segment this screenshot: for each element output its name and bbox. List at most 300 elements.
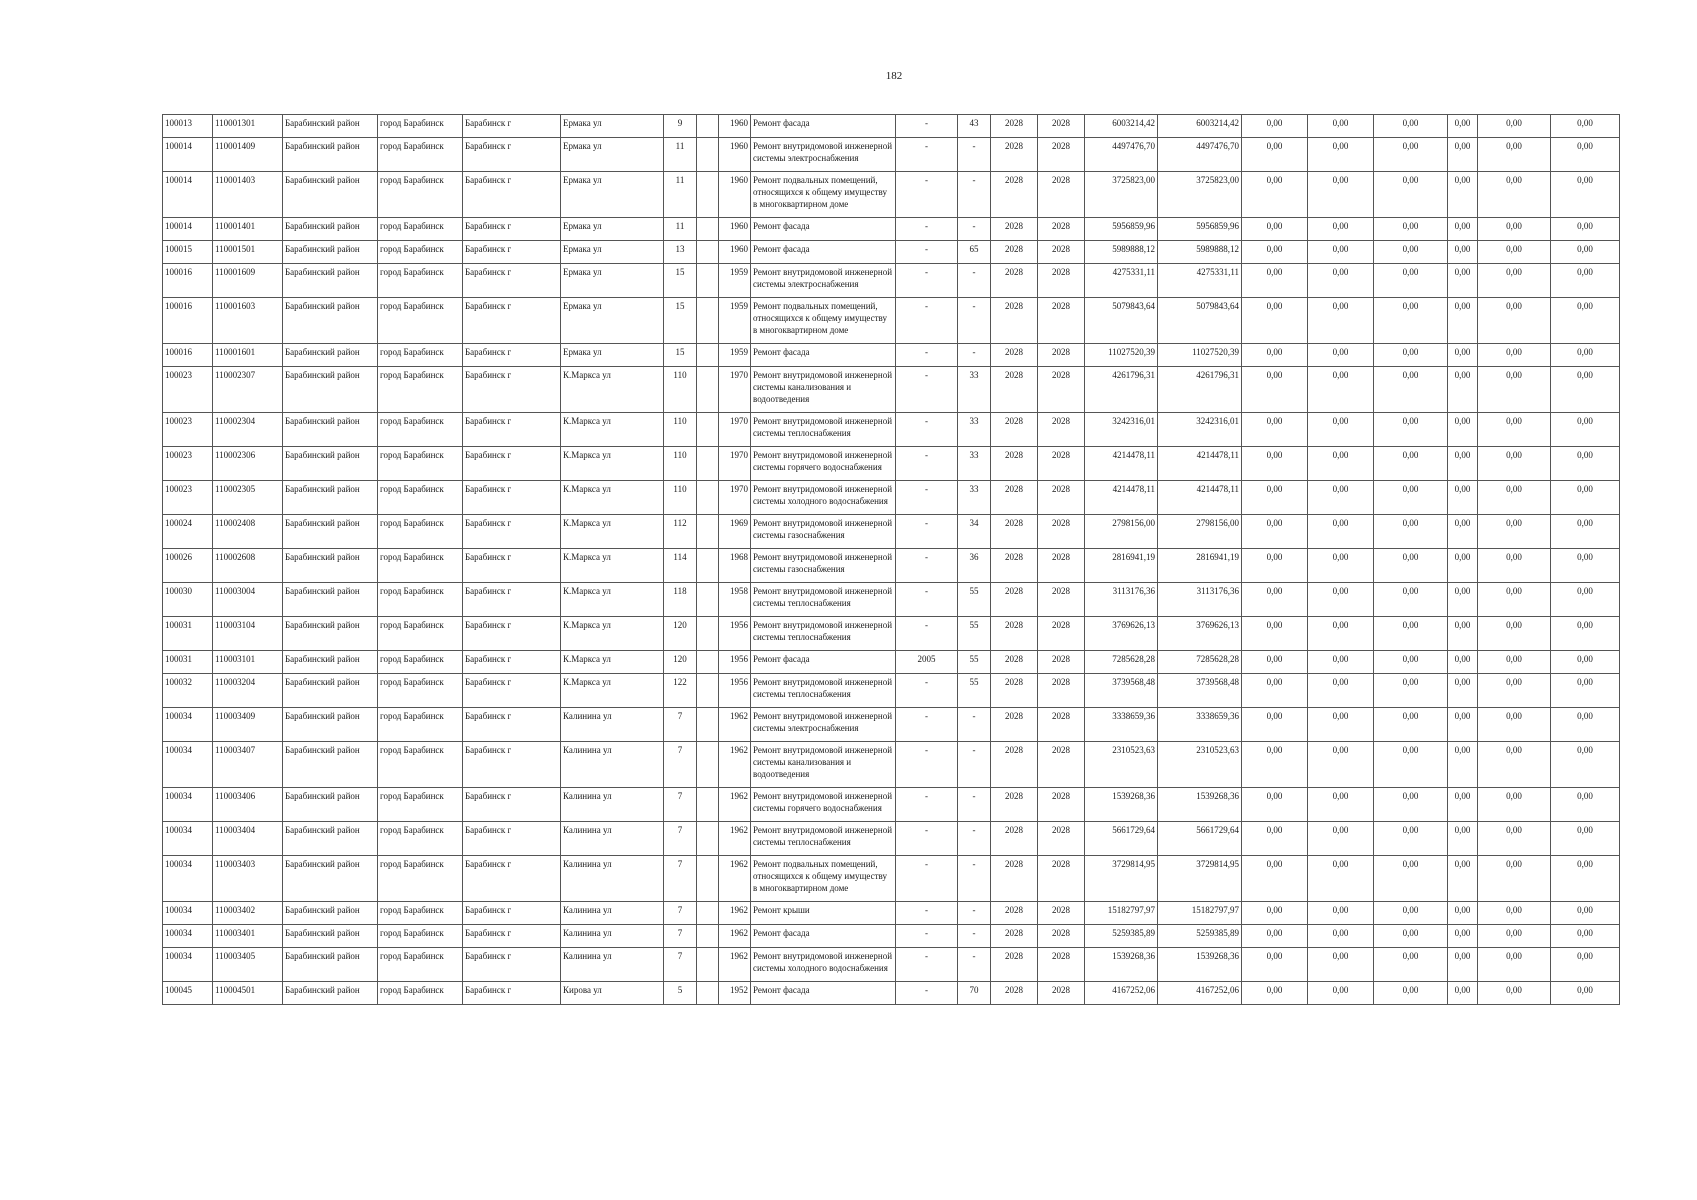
cell-cost-total: 3729814,95 bbox=[1158, 856, 1242, 902]
cell-row-code: 110003406 bbox=[213, 788, 283, 822]
cell-cost-total: 6003214,42 bbox=[1158, 115, 1242, 138]
cell-fund-5: 0,00 bbox=[1478, 115, 1551, 138]
cell-wear-percent: 70 bbox=[958, 982, 991, 1005]
cell-cost-total: 3739568,48 bbox=[1158, 674, 1242, 708]
cell-fund-4: 0,00 bbox=[1448, 617, 1478, 651]
cell-street: Кирова ул bbox=[561, 982, 664, 1005]
cell-fund-5: 0,00 bbox=[1478, 172, 1551, 218]
cell-cost-total: 2798156,00 bbox=[1158, 515, 1242, 549]
cell-build-year: 1970 bbox=[719, 367, 751, 413]
cell-cost-total: 3113176,36 bbox=[1158, 583, 1242, 617]
cell-fund-6: 0,00 bbox=[1551, 856, 1620, 902]
cell-district: Барабинский район bbox=[283, 788, 378, 822]
cell-fund-3: 0,00 bbox=[1374, 241, 1448, 264]
cell-house-number: 7 bbox=[664, 708, 697, 742]
cell-municipality: город Барабинск bbox=[378, 481, 463, 515]
cell-cost: 15182797,97 bbox=[1085, 902, 1158, 925]
cell-row-code: 110003204 bbox=[213, 674, 283, 708]
cell-plan-end-year: 2028 bbox=[1038, 788, 1085, 822]
cell-district: Барабинский район bbox=[283, 925, 378, 948]
cell-district: Барабинский район bbox=[283, 298, 378, 344]
cell-fund-3: 0,00 bbox=[1374, 447, 1448, 481]
cell-street: Ермака ул bbox=[561, 298, 664, 344]
cell-cost: 3338659,36 bbox=[1085, 708, 1158, 742]
cell-fund-2: 0,00 bbox=[1308, 138, 1374, 172]
cell-building-number bbox=[697, 583, 719, 617]
cell-house-number: 7 bbox=[664, 788, 697, 822]
cell-building-number bbox=[697, 822, 719, 856]
cell-fund-4: 0,00 bbox=[1448, 298, 1478, 344]
table-row bbox=[163, 447, 1620, 481]
cell-row-code: 110003101 bbox=[213, 651, 283, 674]
cell-wear-percent: 55 bbox=[958, 674, 991, 708]
cell-wear-percent: 43 bbox=[958, 115, 991, 138]
cell-fund-4: 0,00 bbox=[1448, 218, 1478, 241]
cell-plan-end-year: 2028 bbox=[1038, 583, 1085, 617]
cell-locality: Барабинск г bbox=[463, 138, 561, 172]
cell-cost-total: 4167252,06 bbox=[1158, 982, 1242, 1005]
cell-house-number: 15 bbox=[664, 344, 697, 367]
cell-work-type: Ремонт фасада bbox=[751, 982, 896, 1005]
cell-fund-5: 0,00 bbox=[1478, 241, 1551, 264]
table-row bbox=[163, 583, 1620, 617]
cell-wear-percent: 55 bbox=[958, 617, 991, 651]
cell-municipality: город Барабинск bbox=[378, 708, 463, 742]
cell-building-number bbox=[697, 241, 719, 264]
repair-program-table bbox=[162, 114, 1620, 1005]
cell-cost-total: 5956859,96 bbox=[1158, 218, 1242, 241]
cell-plan-start-year: 2028 bbox=[991, 742, 1038, 788]
cell-fund-2: 0,00 bbox=[1308, 822, 1374, 856]
cell-plan-start-year: 2028 bbox=[991, 708, 1038, 742]
cell-work-type: Ремонт фасада bbox=[751, 925, 896, 948]
cell-street: К.Маркса ул bbox=[561, 549, 664, 583]
cell-cost-total: 4261796,31 bbox=[1158, 367, 1242, 413]
cell-row-id: 100045 bbox=[163, 982, 213, 1005]
cell-cost: 7285628,28 bbox=[1085, 651, 1158, 674]
cell-fund-1: 0,00 bbox=[1242, 481, 1308, 515]
cell-building-number bbox=[697, 172, 719, 218]
cell-fund-3: 0,00 bbox=[1374, 788, 1448, 822]
cell-fund-4: 0,00 bbox=[1448, 674, 1478, 708]
cell-cost-total: 3338659,36 bbox=[1158, 708, 1242, 742]
cell-work-type: Ремонт внутридомовой инженерной системы теплоснабжения bbox=[751, 617, 896, 651]
cell-fund-4: 0,00 bbox=[1448, 925, 1478, 948]
cell-fund-6: 0,00 bbox=[1551, 742, 1620, 788]
table-row bbox=[163, 856, 1620, 902]
cell-fund-5: 0,00 bbox=[1478, 788, 1551, 822]
cell-fund-1: 0,00 bbox=[1242, 902, 1308, 925]
cell-cost-total: 5079843,64 bbox=[1158, 298, 1242, 344]
cell-street: Калинина ул bbox=[561, 822, 664, 856]
cell-cost-total: 5661729,64 bbox=[1158, 822, 1242, 856]
cell-fund-6: 0,00 bbox=[1551, 788, 1620, 822]
cell-row-id: 100030 bbox=[163, 583, 213, 617]
cell-fund-4: 0,00 bbox=[1448, 481, 1478, 515]
cell-street: К.Маркса ул bbox=[561, 413, 664, 447]
cell-fund-1: 0,00 bbox=[1242, 742, 1308, 788]
cell-street: Ермака ул bbox=[561, 115, 664, 138]
cell-fund-3: 0,00 bbox=[1374, 856, 1448, 902]
cell-row-code: 110003402 bbox=[213, 902, 283, 925]
cell-fund-1: 0,00 bbox=[1242, 822, 1308, 856]
cell-fund-6: 0,00 bbox=[1551, 674, 1620, 708]
cell-fund-1: 0,00 bbox=[1242, 344, 1308, 367]
cell-fund-2: 0,00 bbox=[1308, 902, 1374, 925]
cell-fund-2: 0,00 bbox=[1308, 982, 1374, 1005]
cell-plan-start-year: 2028 bbox=[991, 298, 1038, 344]
cell-last-repair-year: - bbox=[896, 172, 958, 218]
cell-district: Барабинский район bbox=[283, 948, 378, 982]
cell-work-type: Ремонт внутридомовой инженерной системы горячего водоснабжения bbox=[751, 447, 896, 481]
cell-fund-1: 0,00 bbox=[1242, 674, 1308, 708]
cell-plan-end-year: 2028 bbox=[1038, 515, 1085, 549]
cell-building-number bbox=[697, 218, 719, 241]
cell-wear-percent: - bbox=[958, 856, 991, 902]
cell-fund-3: 0,00 bbox=[1374, 367, 1448, 413]
cell-cost: 5259385,89 bbox=[1085, 925, 1158, 948]
cell-fund-3: 0,00 bbox=[1374, 218, 1448, 241]
cell-cost-total: 5989888,12 bbox=[1158, 241, 1242, 264]
cell-house-number: 120 bbox=[664, 617, 697, 651]
cell-plan-start-year: 2028 bbox=[991, 549, 1038, 583]
cell-row-code: 110001401 bbox=[213, 218, 283, 241]
cell-fund-4: 0,00 bbox=[1448, 822, 1478, 856]
cell-fund-3: 0,00 bbox=[1374, 172, 1448, 218]
cell-fund-2: 0,00 bbox=[1308, 115, 1374, 138]
cell-work-type: Ремонт внутридомовой инженерной системы электроснабжения bbox=[751, 708, 896, 742]
cell-wear-percent: - bbox=[958, 298, 991, 344]
cell-row-id: 100016 bbox=[163, 344, 213, 367]
cell-district: Барабинский район bbox=[283, 674, 378, 708]
cell-last-repair-year: - bbox=[896, 982, 958, 1005]
cell-locality: Барабинск г bbox=[463, 788, 561, 822]
cell-locality: Барабинск г bbox=[463, 948, 561, 982]
cell-fund-2: 0,00 bbox=[1308, 617, 1374, 651]
cell-build-year: 1970 bbox=[719, 413, 751, 447]
cell-cost-total: 4275331,11 bbox=[1158, 264, 1242, 298]
cell-locality: Барабинск г bbox=[463, 742, 561, 788]
cell-wear-percent: - bbox=[958, 138, 991, 172]
cell-plan-start-year: 2028 bbox=[991, 481, 1038, 515]
cell-building-number bbox=[697, 925, 719, 948]
cell-municipality: город Барабинск bbox=[378, 344, 463, 367]
cell-district: Барабинский район bbox=[283, 367, 378, 413]
cell-locality: Барабинск г bbox=[463, 115, 561, 138]
cell-plan-end-year: 2028 bbox=[1038, 447, 1085, 481]
cell-fund-6: 0,00 bbox=[1551, 241, 1620, 264]
cell-municipality: город Барабинск bbox=[378, 413, 463, 447]
cell-municipality: город Барабинск bbox=[378, 264, 463, 298]
cell-plan-start-year: 2028 bbox=[991, 617, 1038, 651]
cell-locality: Барабинск г bbox=[463, 172, 561, 218]
cell-plan-end-year: 2028 bbox=[1038, 982, 1085, 1005]
cell-house-number: 5 bbox=[664, 982, 697, 1005]
cell-fund-4: 0,00 bbox=[1448, 708, 1478, 742]
cell-fund-2: 0,00 bbox=[1308, 708, 1374, 742]
cell-fund-2: 0,00 bbox=[1308, 583, 1374, 617]
cell-wear-percent: 33 bbox=[958, 367, 991, 413]
cell-cost: 3725823,00 bbox=[1085, 172, 1158, 218]
cell-wear-percent: 65 bbox=[958, 241, 991, 264]
cell-plan-end-year: 2028 bbox=[1038, 674, 1085, 708]
cell-last-repair-year: - bbox=[896, 138, 958, 172]
cell-municipality: город Барабинск bbox=[378, 788, 463, 822]
cell-build-year: 1962 bbox=[719, 948, 751, 982]
cell-row-code: 110002306 bbox=[213, 447, 283, 481]
cell-street: К.Маркса ул bbox=[561, 674, 664, 708]
cell-plan-start-year: 2028 bbox=[991, 172, 1038, 218]
cell-street: К.Маркса ул bbox=[561, 515, 664, 549]
cell-district: Барабинский район bbox=[283, 982, 378, 1005]
cell-row-id: 100034 bbox=[163, 822, 213, 856]
cell-building-number bbox=[697, 982, 719, 1005]
cell-fund-6: 0,00 bbox=[1551, 822, 1620, 856]
cell-row-id: 100023 bbox=[163, 367, 213, 413]
cell-build-year: 1962 bbox=[719, 788, 751, 822]
table-row bbox=[163, 902, 1620, 925]
cell-fund-3: 0,00 bbox=[1374, 708, 1448, 742]
cell-fund-4: 0,00 bbox=[1448, 742, 1478, 788]
table-row bbox=[163, 674, 1620, 708]
cell-municipality: город Барабинск bbox=[378, 298, 463, 344]
cell-building-number bbox=[697, 617, 719, 651]
page-number: 182 bbox=[885, 70, 903, 82]
cell-row-id: 100015 bbox=[163, 241, 213, 264]
cell-street: К.Маркса ул bbox=[561, 617, 664, 651]
cell-house-number: 112 bbox=[664, 515, 697, 549]
cell-build-year: 1962 bbox=[719, 856, 751, 902]
cell-house-number: 11 bbox=[664, 218, 697, 241]
cell-fund-4: 0,00 bbox=[1448, 241, 1478, 264]
table-row bbox=[163, 651, 1620, 674]
cell-last-repair-year: - bbox=[896, 583, 958, 617]
cell-street: Ермака ул bbox=[561, 241, 664, 264]
cell-fund-4: 0,00 bbox=[1448, 788, 1478, 822]
cell-cost: 4275331,11 bbox=[1085, 264, 1158, 298]
cell-cost: 5661729,64 bbox=[1085, 822, 1158, 856]
cell-wear-percent: - bbox=[958, 902, 991, 925]
cell-work-type: Ремонт фасада bbox=[751, 651, 896, 674]
cell-plan-end-year: 2028 bbox=[1038, 708, 1085, 742]
table-row bbox=[163, 948, 1620, 982]
cell-cost: 1539268,36 bbox=[1085, 948, 1158, 982]
cell-fund-1: 0,00 bbox=[1242, 925, 1308, 948]
cell-last-repair-year: - bbox=[896, 708, 958, 742]
cell-street: К.Маркса ул bbox=[561, 481, 664, 515]
cell-locality: Барабинск г bbox=[463, 344, 561, 367]
cell-plan-end-year: 2028 bbox=[1038, 218, 1085, 241]
cell-fund-1: 0,00 bbox=[1242, 298, 1308, 344]
cell-work-type: Ремонт внутридомовой инженерной системы теплоснабжения bbox=[751, 674, 896, 708]
cell-fund-3: 0,00 bbox=[1374, 651, 1448, 674]
cell-fund-1: 0,00 bbox=[1242, 788, 1308, 822]
cell-fund-1: 0,00 bbox=[1242, 413, 1308, 447]
cell-municipality: город Барабинск bbox=[378, 856, 463, 902]
cell-plan-end-year: 2028 bbox=[1038, 241, 1085, 264]
cell-plan-end-year: 2028 bbox=[1038, 902, 1085, 925]
cell-row-code: 110003104 bbox=[213, 617, 283, 651]
cell-wear-percent: 33 bbox=[958, 481, 991, 515]
cell-row-code: 110001601 bbox=[213, 344, 283, 367]
table-row bbox=[163, 344, 1620, 367]
cell-fund-1: 0,00 bbox=[1242, 138, 1308, 172]
cell-building-number bbox=[697, 856, 719, 902]
cell-locality: Барабинск г bbox=[463, 651, 561, 674]
cell-house-number: 118 bbox=[664, 583, 697, 617]
cell-fund-1: 0,00 bbox=[1242, 447, 1308, 481]
cell-wear-percent: 33 bbox=[958, 413, 991, 447]
cell-row-id: 100023 bbox=[163, 447, 213, 481]
cell-wear-percent: - bbox=[958, 948, 991, 982]
cell-fund-6: 0,00 bbox=[1551, 651, 1620, 674]
cell-build-year: 1960 bbox=[719, 115, 751, 138]
cell-row-id: 100023 bbox=[163, 413, 213, 447]
cell-house-number: 9 bbox=[664, 115, 697, 138]
cell-cost-total: 5259385,89 bbox=[1158, 925, 1242, 948]
cell-fund-6: 0,00 bbox=[1551, 367, 1620, 413]
cell-build-year: 1960 bbox=[719, 138, 751, 172]
cell-fund-2: 0,00 bbox=[1308, 218, 1374, 241]
cell-fund-6: 0,00 bbox=[1551, 138, 1620, 172]
cell-fund-6: 0,00 bbox=[1551, 549, 1620, 583]
cell-plan-end-year: 2028 bbox=[1038, 172, 1085, 218]
cell-wear-percent: 36 bbox=[958, 549, 991, 583]
cell-build-year: 1956 bbox=[719, 651, 751, 674]
table-row bbox=[163, 708, 1620, 742]
cell-fund-2: 0,00 bbox=[1308, 298, 1374, 344]
cell-plan-start-year: 2028 bbox=[991, 674, 1038, 708]
cell-cost-total: 1539268,36 bbox=[1158, 788, 1242, 822]
cell-build-year: 1970 bbox=[719, 481, 751, 515]
cell-fund-2: 0,00 bbox=[1308, 367, 1374, 413]
cell-fund-1: 0,00 bbox=[1242, 583, 1308, 617]
cell-house-number: 120 bbox=[664, 651, 697, 674]
cell-locality: Барабинск г bbox=[463, 982, 561, 1005]
cell-fund-2: 0,00 bbox=[1308, 549, 1374, 583]
cell-wear-percent: 55 bbox=[958, 651, 991, 674]
cell-row-id: 100031 bbox=[163, 651, 213, 674]
cell-fund-5: 0,00 bbox=[1478, 902, 1551, 925]
cell-fund-6: 0,00 bbox=[1551, 583, 1620, 617]
cell-row-id: 100026 bbox=[163, 549, 213, 583]
cell-street: Калинина ул bbox=[561, 708, 664, 742]
cell-plan-end-year: 2028 bbox=[1038, 138, 1085, 172]
cell-street: Калинина ул bbox=[561, 948, 664, 982]
cell-fund-1: 0,00 bbox=[1242, 948, 1308, 982]
cell-last-repair-year: - bbox=[896, 902, 958, 925]
cell-locality: Барабинск г bbox=[463, 264, 561, 298]
cell-plan-end-year: 2028 bbox=[1038, 264, 1085, 298]
cell-street: Калинина ул bbox=[561, 856, 664, 902]
cell-fund-3: 0,00 bbox=[1374, 298, 1448, 344]
cell-building-number bbox=[697, 298, 719, 344]
cell-fund-3: 0,00 bbox=[1374, 264, 1448, 298]
cell-fund-4: 0,00 bbox=[1448, 515, 1478, 549]
cell-locality: Барабинск г bbox=[463, 447, 561, 481]
cell-house-number: 114 bbox=[664, 549, 697, 583]
cell-cost-total: 2816941,19 bbox=[1158, 549, 1242, 583]
cell-fund-5: 0,00 bbox=[1478, 264, 1551, 298]
cell-municipality: город Барабинск bbox=[378, 138, 463, 172]
cell-municipality: город Барабинск bbox=[378, 617, 463, 651]
cell-district: Барабинский район bbox=[283, 241, 378, 264]
cell-street: Ермака ул bbox=[561, 344, 664, 367]
cell-municipality: город Барабинск bbox=[378, 515, 463, 549]
cell-last-repair-year: - bbox=[896, 742, 958, 788]
cell-house-number: 15 bbox=[664, 298, 697, 344]
cell-build-year: 1968 bbox=[719, 549, 751, 583]
cell-fund-4: 0,00 bbox=[1448, 447, 1478, 481]
cell-district: Барабинский район bbox=[283, 583, 378, 617]
cell-street: Калинина ул bbox=[561, 902, 664, 925]
cell-plan-end-year: 2028 bbox=[1038, 481, 1085, 515]
cell-row-id: 100024 bbox=[163, 515, 213, 549]
cell-last-repair-year: - bbox=[896, 925, 958, 948]
cell-house-number: 110 bbox=[664, 481, 697, 515]
cell-locality: Барабинск г bbox=[463, 241, 561, 264]
cell-fund-1: 0,00 bbox=[1242, 241, 1308, 264]
cell-locality: Барабинск г bbox=[463, 674, 561, 708]
cell-plan-start-year: 2028 bbox=[991, 344, 1038, 367]
cell-cost: 4214478,11 bbox=[1085, 481, 1158, 515]
cell-row-code: 110001403 bbox=[213, 172, 283, 218]
cell-fund-3: 0,00 bbox=[1374, 902, 1448, 925]
cell-locality: Барабинск г bbox=[463, 481, 561, 515]
cell-plan-start-year: 2028 bbox=[991, 902, 1038, 925]
cell-cost: 3242316,01 bbox=[1085, 413, 1158, 447]
cell-row-id: 100016 bbox=[163, 264, 213, 298]
cell-cost: 4214478,11 bbox=[1085, 447, 1158, 481]
cell-work-type: Ремонт внутридомовой инженерной системы теплоснабжения bbox=[751, 822, 896, 856]
cell-fund-2: 0,00 bbox=[1308, 856, 1374, 902]
cell-last-repair-year: - bbox=[896, 549, 958, 583]
cell-build-year: 1956 bbox=[719, 674, 751, 708]
cell-fund-6: 0,00 bbox=[1551, 925, 1620, 948]
cell-district: Барабинский район bbox=[283, 172, 378, 218]
cell-building-number bbox=[697, 115, 719, 138]
cell-fund-5: 0,00 bbox=[1478, 856, 1551, 902]
cell-district: Барабинский район bbox=[283, 447, 378, 481]
cell-row-id: 100034 bbox=[163, 925, 213, 948]
cell-fund-2: 0,00 bbox=[1308, 925, 1374, 948]
cell-fund-3: 0,00 bbox=[1374, 138, 1448, 172]
cell-district: Барабинский район bbox=[283, 902, 378, 925]
cell-work-type: Ремонт внутридомовой инженерной системы холодного водоснабжения bbox=[751, 948, 896, 982]
cell-house-number: 7 bbox=[664, 948, 697, 982]
cell-last-repair-year: - bbox=[896, 367, 958, 413]
cell-district: Барабинский район bbox=[283, 549, 378, 583]
cell-cost: 5079843,64 bbox=[1085, 298, 1158, 344]
cell-fund-4: 0,00 bbox=[1448, 367, 1478, 413]
cell-plan-end-year: 2028 bbox=[1038, 549, 1085, 583]
cell-district: Барабинский район bbox=[283, 708, 378, 742]
cell-building-number bbox=[697, 948, 719, 982]
cell-plan-start-year: 2028 bbox=[991, 413, 1038, 447]
cell-row-code: 110002608 bbox=[213, 549, 283, 583]
cell-fund-6: 0,00 bbox=[1551, 115, 1620, 138]
table-row bbox=[163, 115, 1620, 138]
cell-municipality: город Барабинск bbox=[378, 583, 463, 617]
cell-fund-5: 0,00 bbox=[1478, 413, 1551, 447]
cell-wear-percent: 34 bbox=[958, 515, 991, 549]
cell-build-year: 1956 bbox=[719, 617, 751, 651]
cell-cost: 6003214,42 bbox=[1085, 115, 1158, 138]
cell-fund-2: 0,00 bbox=[1308, 948, 1374, 982]
cell-fund-6: 0,00 bbox=[1551, 172, 1620, 218]
cell-wear-percent: - bbox=[958, 264, 991, 298]
cell-cost-total: 4214478,11 bbox=[1158, 481, 1242, 515]
